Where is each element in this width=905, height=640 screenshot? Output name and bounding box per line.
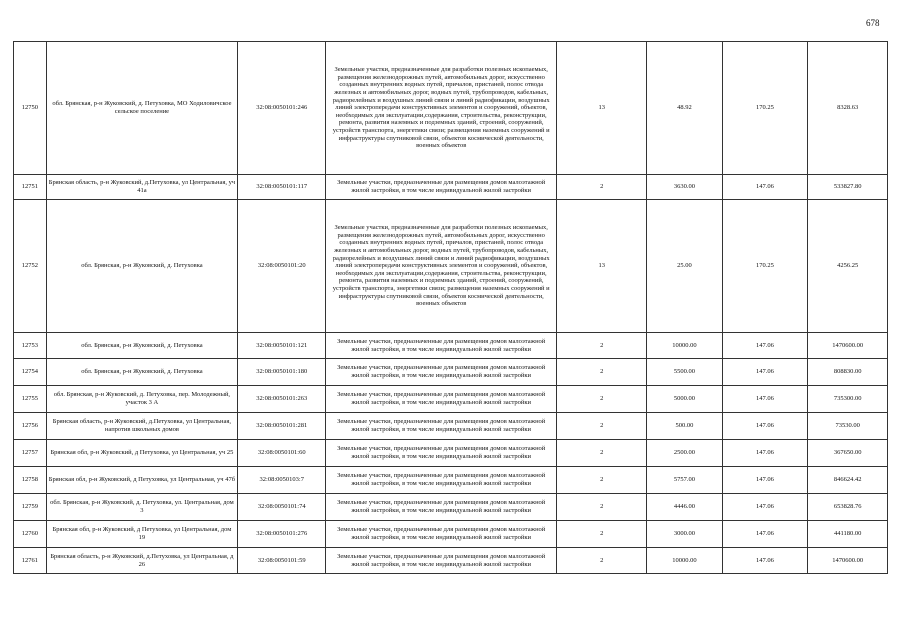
table-row [14, 467, 888, 494]
area-cell: 4446.00 [647, 494, 722, 521]
area-cell: 48.92 [647, 42, 722, 175]
table-row [14, 440, 888, 467]
row-id: 12756 [14, 413, 47, 440]
land-use-cell: Земельные участки, предназначенные для размещения домов малоэтажной жилой застройки, в том числе индивидуальной жилой застройки [326, 548, 557, 574]
land-use-cell: Земельные участки, предназначенные для размещения домов малоэтажной жилой застройки, в том числе индивидуальной жилой застройки [326, 494, 557, 521]
address-cell: Брянская область, р-н Жуковский, д.Петуховка, ул Центральная, уч 41а [46, 175, 238, 200]
category-cell: 2 [557, 333, 647, 359]
cadastral-value-cell: 367650.00 [808, 440, 888, 467]
area-cell: 3000.00 [647, 521, 722, 548]
land-use-cell: Земельные участки, предназначенные для размещения домов малоэтажной жилой застройки, в том числе индивидуальной жилой застройки [326, 521, 557, 548]
table-row [14, 494, 888, 521]
cadastral-value-cell: 808830.00 [808, 359, 888, 386]
row-id: 12755 [14, 386, 47, 413]
area-cell: 3630.00 [647, 175, 722, 200]
cadastral-value-cell: 4256.25 [808, 200, 888, 333]
area-cell: 10000.00 [647, 548, 722, 574]
address-cell: Брянская обл, р-н Жуковский, д Петуховка, ул Центральная, уч 25 [46, 440, 238, 467]
land-use-cell: Земельные участки, предназначенные для размещения домов малоэтажной жилой застройки, в том числе индивидуальной жилой застройки [326, 467, 557, 494]
category-cell: 2 [557, 494, 647, 521]
cadastral-number-cell: 32:08:0050101:276 [238, 521, 326, 548]
cadastral-value-cell: 1470600.00 [808, 333, 888, 359]
rate-cell: 147.06 [722, 413, 808, 440]
rate-cell: 170.25 [722, 200, 808, 333]
cadastral-number-cell: 32:08:0050101:281 [238, 413, 326, 440]
cadastral-number-cell: 32:08:0050101:74 [238, 494, 326, 521]
area-cell: 5757.00 [647, 467, 722, 494]
cadastral-number-cell: 32:08:0050101:59 [238, 548, 326, 574]
table-row [14, 42, 888, 175]
table-row [14, 548, 888, 574]
area-cell: 2500.00 [647, 440, 722, 467]
cadastral-number-cell: 32:08:0050101:121 [238, 333, 326, 359]
address-cell: обл. Брянская, р-н Жуковский, д. Петуховка [46, 359, 238, 386]
table-row [14, 200, 888, 333]
area-cell: 5000.00 [647, 386, 722, 413]
cadastral-value-cell: 1470600.00 [808, 548, 888, 574]
row-id: 12752 [14, 200, 47, 333]
row-id: 12758 [14, 467, 47, 494]
land-use-cell: Земельные участки, предназначенные для разработки полезных ископаемых, размещения железнодорожных путей, автомобильных дорог, искусственно созданных внутренних водных путей, причалов, пристаней, полос отвода железных и автомобильных дорог, водных путей, трубопроводов, кабельных, радиорелейных и воздушных линий связи и линий радиофикации, воздушных линий электропередачи конструктивных элементов и сооружений, объектов, необходимых для эксплуатации,содержания, строительства, реконструкции, ремонта, развития наземных и подземных зданий, строений, сооружений, устройств транспорта, энергетики связи; размещения наземных сооружений и инфраструктуры спутниковой связи, объектов космической деятельности, военных объектов [326, 42, 557, 175]
rate-cell: 147.06 [722, 386, 808, 413]
cadastral-number-cell: 32:08:0050101:263 [238, 386, 326, 413]
land-use-cell: Земельные участки, предназначенные для размещения домов малоэтажной жилой застройки, в том числе индивидуальной жилой застройки [326, 175, 557, 200]
area-cell: 25.00 [647, 200, 722, 333]
rate-cell: 147.06 [722, 467, 808, 494]
rate-cell: 147.06 [722, 333, 808, 359]
land-use-cell: Земельные участки, предназначенные для размещения домов малоэтажной жилой застройки, в том числе индивидуальной жилой застройки [326, 413, 557, 440]
land-use-cell: Земельные участки, предназначенные для размещения домов малоэтажной жилой застройки, в том числе индивидуальной жилой застройки [326, 440, 557, 467]
land-use-cell: Земельные участки, предназначенные для разработки полезных ископаемых, размещения железнодорожных путей, автомобильных дорог, искусственно созданных внутренних водных путей, причалов, пристаней, полос отвода железных и автомобильных дорог, водных путей, трубопроводов, кабельных, радиорелейных и воздушных линий связи и линий радиофикации, воздушных линий электропередачи конструктивных элементов и сооружений, объектов, необходимых для эксплуатации,содержания, строительства, реконструкции, ремонта, развития наземных и подземных зданий, строений, сооружений, устройств транспорта, энергетики связи; размещения наземных сооружений и инфраструктуры спутниковой связи, объектов космической деятельности, военных объектов [326, 200, 557, 333]
cadastral-number-cell: 32:08:0050103:7 [238, 467, 326, 494]
area-cell: 500.00 [647, 413, 722, 440]
cadastral-value-cell: 533827.80 [808, 175, 888, 200]
cadastral-value-cell: 653828.76 [808, 494, 888, 521]
category-cell: 2 [557, 548, 647, 574]
table-row [14, 413, 888, 440]
cadastral-value-cell: 735300.00 [808, 386, 888, 413]
address-cell: обл. Брянская, р-н Жуковский, д. Петуховка [46, 200, 238, 333]
row-id: 12754 [14, 359, 47, 386]
page-number: 678 [866, 18, 880, 28]
address-cell: обл. Брянская, р-н Жуковский, д. Петуховка, ул. Центральная, дом 3 [46, 494, 238, 521]
land-use-cell: Земельные участки, предназначенные для размещения домов малоэтажной жилой застройки, в том числе индивидуальной жилой застройки [326, 359, 557, 386]
land-use-cell: Земельные участки, предназначенные для размещения домов малоэтажной жилой застройки, в том числе индивидуальной жилой застройки [326, 386, 557, 413]
rate-cell: 147.06 [722, 359, 808, 386]
row-id: 12751 [14, 175, 47, 200]
cadastral-number-cell: 32:08:0050101:60 [238, 440, 326, 467]
area-cell: 10000.00 [647, 333, 722, 359]
row-id: 12750 [14, 42, 47, 175]
address-cell: обл. Брянская, р-н Жуковский, д. Петуховка [46, 333, 238, 359]
table-row [14, 386, 888, 413]
address-cell: Брянская обл, р-н Жуковский, д Петуховка, ул Центральная, уч 47б [46, 467, 238, 494]
row-id: 12760 [14, 521, 47, 548]
cadastral-number-cell: 32:08:0050101:20 [238, 200, 326, 333]
category-cell: 2 [557, 359, 647, 386]
table-row [14, 359, 888, 386]
rate-cell: 147.06 [722, 494, 808, 521]
category-cell: 2 [557, 175, 647, 200]
row-id: 12753 [14, 333, 47, 359]
cadastral-value-cell: 846624.42 [808, 467, 888, 494]
rate-cell: 147.06 [722, 521, 808, 548]
table-row [14, 521, 888, 548]
category-cell: 13 [557, 42, 647, 175]
address-cell: Брянская область, р-н Жуковский, д.Петуховка, ул Центральная, напротив школьных домов [46, 413, 238, 440]
table-row [14, 175, 888, 200]
category-cell: 2 [557, 440, 647, 467]
row-id: 12759 [14, 494, 47, 521]
cadastral-value-cell: 8328.63 [808, 42, 888, 175]
address-cell: Брянская обл, р-н Жуковский, д Петуховка, ул Центральная, дом 19 [46, 521, 238, 548]
cadastral-value-cell: 73530.00 [808, 413, 888, 440]
category-cell: 2 [557, 521, 647, 548]
category-cell: 13 [557, 200, 647, 333]
address-cell: обл. Брянская, р-н Жуковский, д. Петуховка, пер. Молодежный, участок 3 А [46, 386, 238, 413]
cadastral-number-cell: 32:08:0050101:117 [238, 175, 326, 200]
cadastral-number-cell: 32:08:0050101:180 [238, 359, 326, 386]
land-use-cell: Земельные участки, предназначенные для размещения домов малоэтажной жилой застройки, в том числе индивидуальной жилой застройки [326, 333, 557, 359]
address-cell: Брянская область, р-н Жуковский, д.Петуховка, ул Центральная, д 26 [46, 548, 238, 574]
rate-cell: 170.25 [722, 42, 808, 175]
category-cell: 2 [557, 386, 647, 413]
cadastral-number-cell: 32:08:0050101:246 [238, 42, 326, 175]
category-cell: 2 [557, 413, 647, 440]
row-id: 12761 [14, 548, 47, 574]
area-cell: 5500.00 [647, 359, 722, 386]
rate-cell: 147.06 [722, 548, 808, 574]
rate-cell: 147.06 [722, 440, 808, 467]
cadastral-value-table [13, 41, 888, 574]
table-row [14, 333, 888, 359]
category-cell: 2 [557, 467, 647, 494]
table-body [14, 42, 888, 574]
row-id: 12757 [14, 440, 47, 467]
cadastral-value-cell: 441180.00 [808, 521, 888, 548]
rate-cell: 147.06 [722, 175, 808, 200]
address-cell: обл. Брянская, р-н Жуковский, д. Петуховка, МО Ходиловичское сельское поселение [46, 42, 238, 175]
